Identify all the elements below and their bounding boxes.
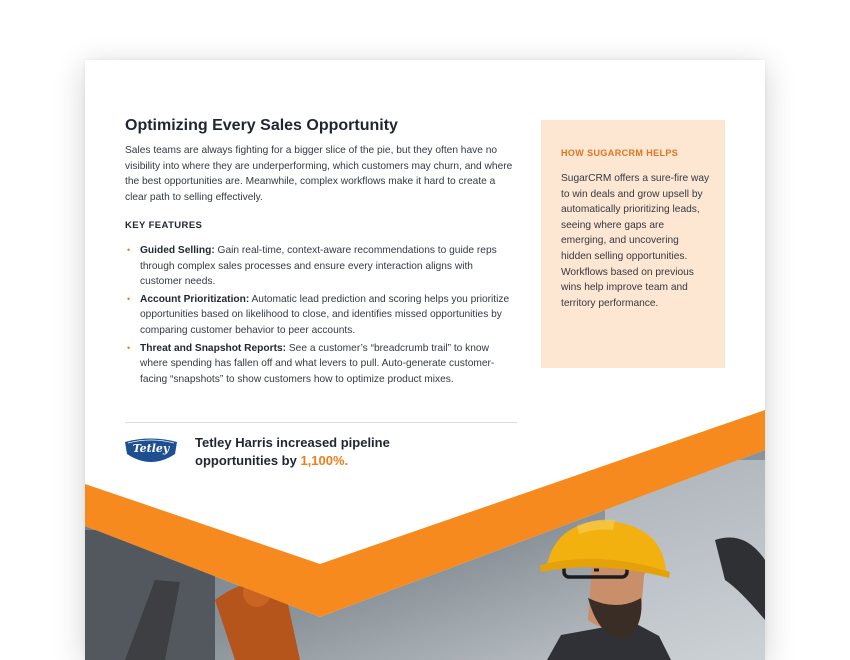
stat-highlight: 1,100%.: [300, 453, 349, 468]
sidebar-body: SugarCRM offers a sure-fire way to win deals and grow upsell by automatically prioritizing leads, seeing where gaps are emerging, and uncovering hidden selling opportunities. Workflows based on previous wins help improve team and territory performance.: [561, 173, 710, 309]
page-title: Optimizing Every Sales Opportunity: [125, 117, 398, 134]
hero-graphic: [85, 60, 765, 660]
feature-text: See a customer’s “breadcrumb trail” to know where spending has fallen off and what levers to pull. Auto-generate customer-facing “snapshots” to show customers how to optimize product mixes.: [140, 342, 495, 385]
stat-line-1: Tetley Harris increased pipeline: [195, 435, 390, 450]
bullet-icon: •: [127, 293, 131, 304]
feature-text: Gain real-time, context-aware recommendations to guide reps through complex sales processes and ensure every interaction aligns with customer needs.: [140, 245, 497, 288]
feature-title: Threat and Snapshot Reports:: [140, 342, 287, 354]
feature-text: Automatic lead prediction and scoring helps you prioritize opportunities based on likelihood to close, and identifies missed opportunities by comparing customer behavior to peer accounts.: [140, 293, 510, 336]
tetley-logo-text: Tetley: [132, 442, 170, 455]
feature-title: Account Prioritization:: [140, 293, 250, 305]
stat-line-2: opportunities by: [195, 453, 301, 468]
sidebar-heading: HOW SUGARCRM HELPS: [561, 148, 679, 158]
bullet-icon: •: [127, 342, 131, 353]
datasheet-page: [85, 60, 765, 660]
key-features-heading: KEY FEATURES: [125, 220, 203, 231]
bullet-icon: •: [127, 245, 131, 255]
feature-title: Guided Selling:: [140, 245, 215, 256]
intro-paragraph: Sales teams are always fighting for a bigger slice of the pie, but they often have no visibility into where they are underperforming, which customers may churn, and where the best opportunities are. Meanwhile, complex workflows make it hard to create a clear path to selling effectively.: [125, 145, 513, 203]
